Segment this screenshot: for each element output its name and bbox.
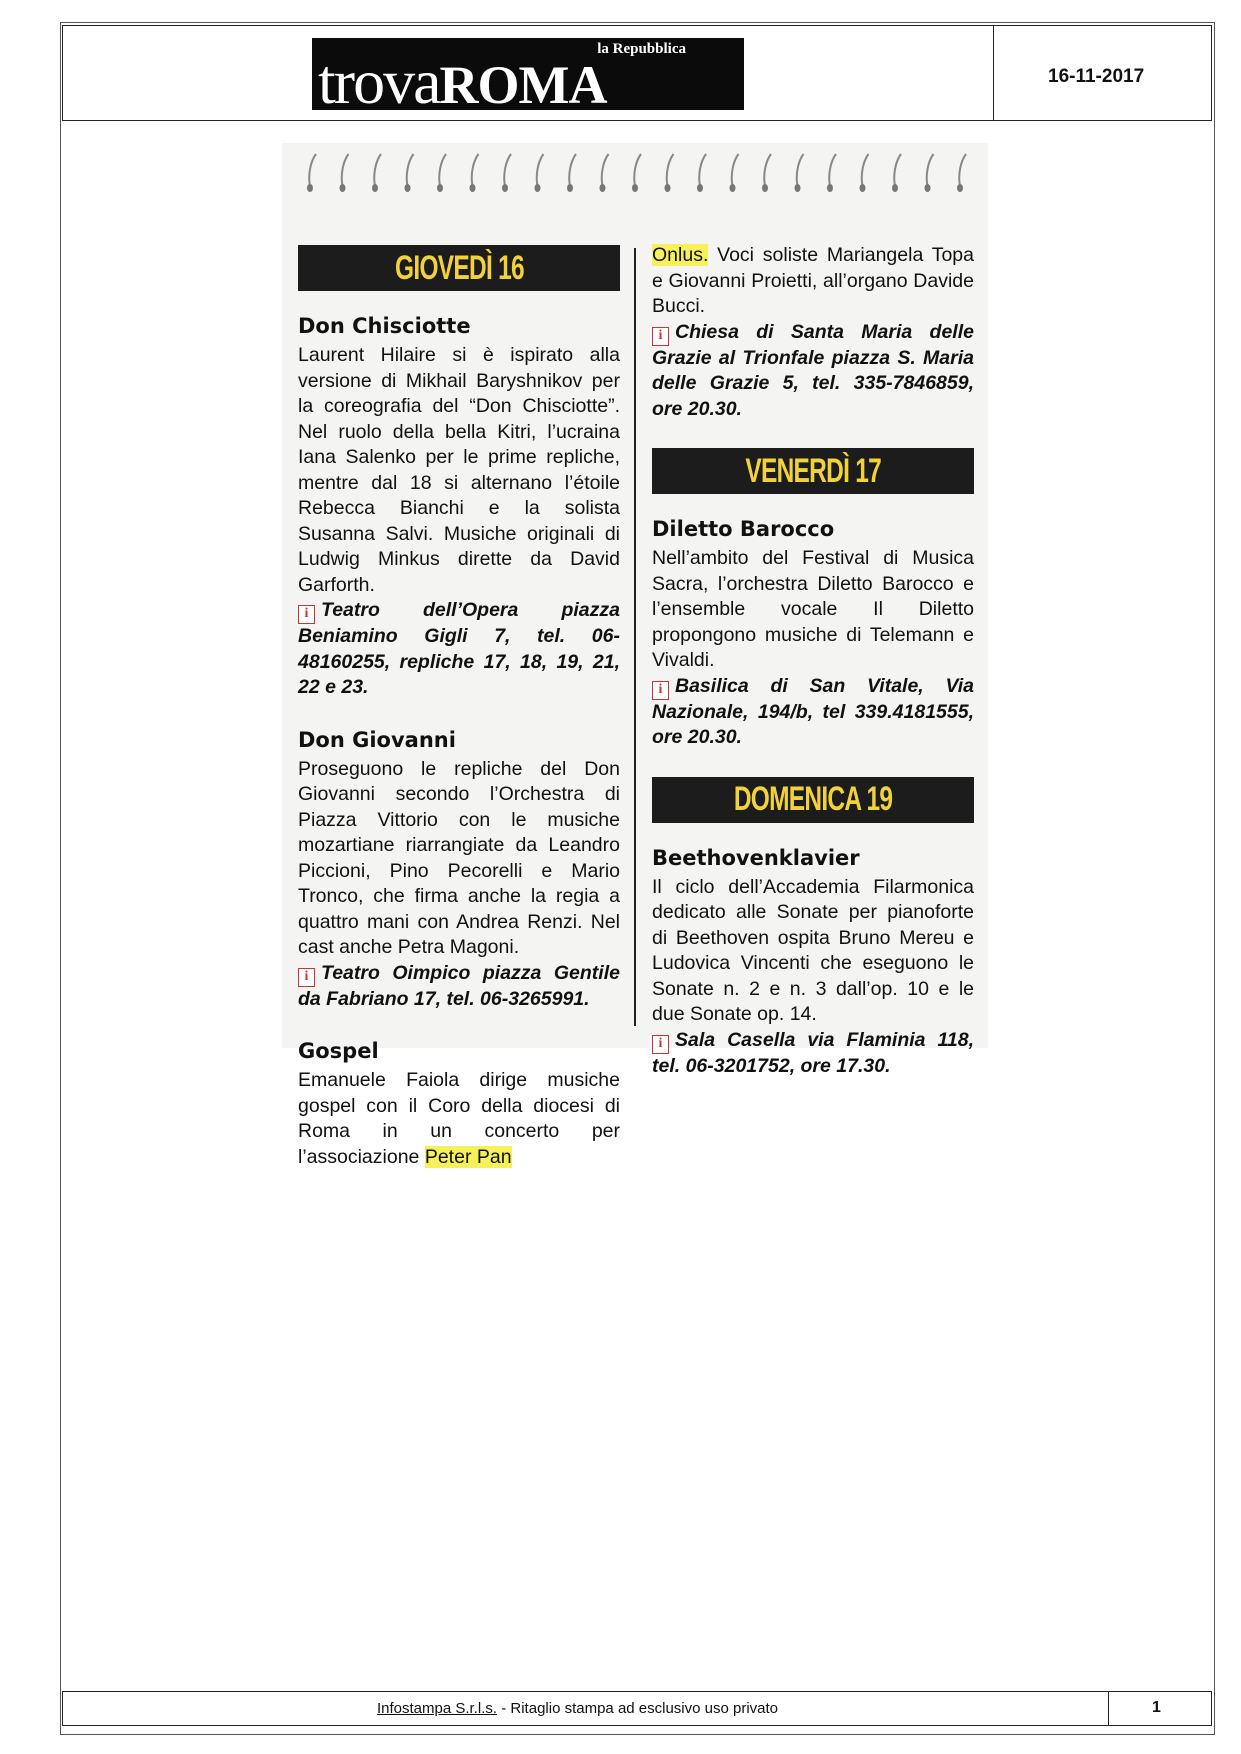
spiral-hole	[697, 184, 703, 192]
spiral-ring	[439, 154, 446, 186]
spiral-ring	[797, 154, 804, 186]
footer-divider	[1108, 1691, 1109, 1726]
event-beethovenklavier	[652, 845, 974, 1080]
spiral-hole	[892, 184, 898, 192]
company-link[interactable]: Infostampa S.r.l.s.	[377, 1700, 498, 1717]
spiral-hole	[730, 184, 736, 192]
spiral-hole	[665, 184, 671, 192]
spiral-ring	[927, 154, 934, 186]
spiral-hole	[470, 184, 476, 192]
day-banner-thursday: GIOVEDÌ 16	[298, 245, 620, 291]
spiral-ring	[959, 154, 966, 186]
spiral-ring	[862, 154, 869, 186]
info-icon: i	[652, 327, 669, 346]
event-info: i Sala Casella via Flaminia 118, tel. 06-3201752, ore 17.30.	[652, 1028, 974, 1077]
logo-upper-text: ROMA	[439, 55, 607, 110]
spiral-hole	[567, 184, 573, 192]
spiral-ring	[829, 154, 836, 186]
event-info: i Teatro dell’Opera piazza Beniamino Gigli 7, tel. 06-48160255, repliche 17, 18, 19, 21, 22 e 23.	[298, 599, 620, 698]
spiral-ring	[634, 154, 641, 186]
event-title: Don Chisciotte	[298, 314, 471, 338]
highlighted-text: Peter Pan	[424, 1145, 512, 1168]
footer-credit: Infostampa S.r.l.s. - Ritaglio stampa ad esclusivo uso privato	[377, 1700, 779, 1717]
spiral-hole	[372, 184, 378, 192]
info-icon: i	[652, 681, 669, 700]
event-info: i Chiesa di Santa Maria delle Grazie al Trionfale piazza S. Maria delle Grazie 5, tel. 335-7846859, ore 20.30.	[652, 320, 974, 420]
event-info: i Teatro Oimpico piazza Gentile da Fabriano 17, tel. 06-3265991.	[298, 961, 620, 1010]
event-title: Beethovenklavier	[652, 845, 860, 870]
event-title: Diletto Barocco	[652, 517, 835, 541]
spiral-ring	[407, 154, 414, 186]
event-description: Emanuele Faiola dirige musiche gospel con il Coro della diocesi di Roma in un concerto per l’associazione Peter Pan	[298, 1069, 620, 1168]
spiral-ring	[569, 154, 576, 186]
clipping-date: 16-11-2017	[1048, 66, 1145, 87]
spiral-hole	[405, 184, 411, 192]
spiral-hole	[340, 184, 346, 192]
spiral-hole	[437, 184, 443, 192]
spiral-hole	[762, 184, 768, 192]
spiral-hole	[925, 184, 931, 192]
spiral-ring	[602, 154, 609, 186]
day-banner-friday: VENERDÌ 17	[652, 448, 974, 494]
event-description: Laurent Hilaire si è ispirato alla versione di Mikhail Baryshnikov per la coreografia del “Don Chisciotte”. Nel ruolo della bella Kitri, l’ucraina Iana Salenko per le prime repliche, mentre dal 18 si alternano l’étoile Rebecca Bianchi e la solista Susanna Salvi. Musiche originali di Ludwig Minkus dirette da David Garforth.	[298, 344, 620, 596]
event-title: Gospel	[298, 1039, 379, 1063]
spiral-hole	[795, 184, 801, 192]
event-don-giovanni	[298, 727, 620, 1013]
info-icon: i	[298, 605, 315, 624]
event-don-chisciotte	[298, 313, 620, 701]
event-description: Onlus. Voci soliste Mariangela Topa e Giovanni Proietti, all’organo Davide Bucci.	[652, 244, 974, 317]
spiral-hole	[600, 184, 606, 192]
spiral-ring	[309, 154, 316, 186]
spiral-ring	[472, 154, 479, 186]
spiral-ring	[342, 154, 349, 186]
info-icon: i	[652, 1035, 669, 1054]
spiral-ring	[894, 154, 901, 186]
spiral-hole	[827, 184, 833, 192]
event-gospel-continued	[652, 243, 974, 422]
page-number: 1	[1152, 1699, 1161, 1716]
spiral-ring	[699, 154, 706, 186]
column-rule	[634, 248, 636, 1026]
spiral-binding-decoration	[300, 150, 990, 210]
logo-lower-text: trova	[318, 46, 440, 110]
event-gospel	[298, 1038, 620, 1170]
highlighted-text: Onlus.	[652, 244, 709, 266]
logo-wordmark	[318, 46, 607, 110]
spiral-hole	[502, 184, 508, 192]
spiral-hole	[860, 184, 866, 192]
event-diletto-barocco	[652, 516, 974, 751]
info-icon: i	[298, 968, 315, 987]
event-description: Proseguono le repliche del Don Giovanni secondo l’Orchestra di Piazza Vittorio con le musiche mozartiane riarrangiate da Leandro Piccioni, Pino Pecorelli e Mario Tronco, che firma anche la regia a quattro mani con Andrea Renzi. Nel cast anche Petra Magoni.	[298, 757, 620, 958]
day-banner-sunday: DOMENICA 19	[652, 777, 974, 823]
event-description: Nell’ambito del Festival di Musica Sacra, l’orchestra Diletto Barocco e l’ensemble vocale Il Diletto propongono musiche di Telemann e Vivaldi.	[652, 547, 974, 671]
spiral-ring	[764, 154, 771, 186]
logo-repubblica-text: la Repubblica	[597, 41, 686, 57]
event-description: Il ciclo dell’Accademia Filarmonica dedicato alle Sonate per pianoforte di Beethoven ospita Bruno Mereu e Ludovica Vincenti che eseguono le Sonate n. 2 e n. 3 dall’op. 10 e le due Sonate op. 14.	[652, 875, 974, 1025]
spiral-hole	[632, 184, 638, 192]
trovaroma-logo	[312, 38, 744, 110]
spiral-ring	[537, 154, 544, 186]
left-column	[298, 245, 620, 1196]
spiral-ring	[504, 154, 511, 186]
spiral-hole	[307, 184, 313, 192]
event-info: i Basilica di San Vitale, Via Nazionale, 194/b, tel 339.4181555, ore 20.30.	[652, 674, 974, 748]
spiral-ring	[732, 154, 739, 186]
spiral-hole	[535, 184, 541, 192]
spiral-ring	[374, 154, 381, 186]
header-divider	[993, 25, 994, 121]
spiral-ring	[667, 154, 674, 186]
event-title: Don Giovanni	[298, 727, 456, 752]
spiral-hole	[957, 184, 963, 192]
right-column	[652, 245, 974, 1105]
